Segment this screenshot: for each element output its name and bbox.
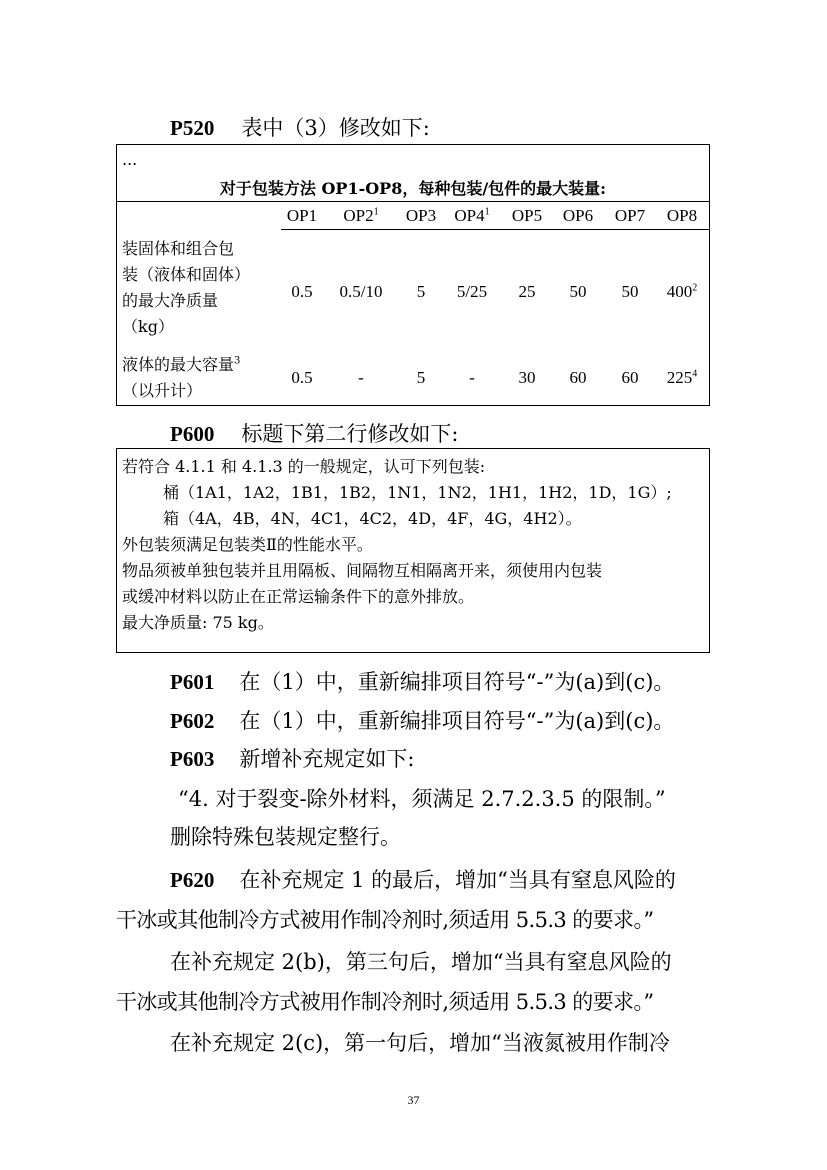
table-header-divider [281, 229, 710, 230]
row1-label-line: 装固体和组合包 [122, 239, 235, 258]
p601-code: P601 [170, 670, 215, 694]
p600-line: 或缓冲材料以防止在正常运输条件下的意外排放。 [122, 587, 475, 606]
column-header-sup: 1 [484, 206, 490, 218]
p602-text: 在（1）中，重新编排项目符号“-”为(a)到(c)。 [239, 709, 675, 733]
row2-label-line1: 液体的最大容量 [122, 355, 235, 374]
column-header-sup: 1 [373, 206, 379, 218]
p620-text5: 在补充规定 2(c)，第一句后，增加“当液氮被用作制冷 [170, 1031, 670, 1055]
row2-label [122, 352, 240, 404]
p601-text: 在（1）中，重新编排项目符号“-”为(a)到(c)。 [239, 670, 675, 694]
row1-label [122, 236, 250, 340]
column-header: OP8 [666, 206, 698, 225]
p520-text: 表中（3）修改如下: [241, 116, 430, 140]
p600-heading [170, 418, 459, 448]
p620-line1 [170, 864, 676, 894]
row1-label-line: 装（液体和固体） [122, 265, 251, 284]
p600-line: 物品须被单独包装并且用隔板、间隔物互相隔离开来，须使用内包装 [122, 561, 603, 580]
column-header: OP6 [562, 206, 594, 225]
p620-text3: 在补充规定 2(b)，第三句后，增加“当具有窒息风险的 [170, 950, 672, 974]
column-header: $OP2^1$ [343, 206, 379, 225]
p600-line: 箱（4A，4B，4N，4C1，4C2，4D，4F，4G，4H2）。 [163, 509, 582, 528]
p520-code: P520 [170, 116, 215, 140]
p600-line: 桶（1A1，1A2，1B1，1B2，1N1，1N2，1H1，1H2，1D，1G）; [163, 483, 672, 502]
column-header: OP5 [511, 206, 543, 225]
p603-delete: 删除特殊包装规定整行。 [170, 825, 401, 849]
p620-text1: 在补充规定 1 的最后，增加“当具有窒息风险的 [239, 868, 676, 892]
p602-line [170, 705, 674, 735]
column-header: OP7 [614, 206, 646, 225]
row2-label-sup: 3 [234, 355, 241, 367]
row2-cell: 60 [621, 368, 639, 387]
page-number: 37 [407, 1093, 420, 1107]
table-ellipsis: ... [122, 150, 138, 169]
p600-code: P600 [170, 422, 215, 446]
p600-line: 最大净质量: 75 kg。 [122, 613, 274, 632]
row1-label-line: 的最大净质量 [122, 291, 219, 310]
p620-text4: 干冰或其他制冷方式被用作制冷剂时,须适用 5.5.3 的要求。” [116, 990, 654, 1014]
row2-cell: 0.5 [291, 368, 313, 387]
table-divider [116, 201, 710, 202]
row2-cell: $225^4$ [666, 368, 698, 387]
p603-line [170, 743, 415, 773]
column-header: OP1 [286, 206, 318, 225]
row1-cell: 0.5/10 [339, 282, 383, 301]
row1-cell-sup: 2 [692, 282, 698, 294]
p620-code: P620 [170, 868, 215, 892]
p603-quote: “4. 对于裂变-除外材料，须满足 2.7.2.3.5 的限制。” [178, 787, 666, 811]
column-header: $OP4^1$ [454, 206, 490, 225]
row2-cell: 30 [518, 368, 536, 387]
row1-cell: 25 [518, 282, 536, 301]
row2-cell: 60 [569, 368, 587, 387]
row2-cell: 5 [416, 368, 426, 387]
p600-box-text [122, 454, 672, 636]
row1-cell: 0.5 [291, 282, 313, 301]
row2-cell: - [358, 368, 364, 387]
row1-cell: 5 [416, 282, 426, 301]
p602-code: P602 [170, 709, 215, 733]
table-heading: 对于包装方法 OP1-OP8，每种包装/包件的最大装量: [219, 179, 607, 198]
row1-cell: 50 [621, 282, 639, 301]
p600-text: 标题下第二行修改如下: [241, 422, 459, 446]
p620-text2: 干冰或其他制冷方式被用作制冷剂时,须适用 5.5.3 的要求。” [116, 908, 654, 932]
column-header: OP3 [405, 206, 437, 225]
p603-code: P603 [170, 747, 215, 771]
p600-line: 外包装须满足包装类Ⅱ的性能水平。 [122, 535, 373, 554]
p603-text: 新增补充规定如下: [239, 747, 415, 771]
p520-heading [170, 112, 430, 142]
row2-label-line2: （以升计） [122, 381, 203, 400]
row2-cell: - [469, 368, 475, 387]
row1-cell: $400^2$ [666, 282, 698, 301]
row1-cell: 50 [569, 282, 587, 301]
p601-line [170, 666, 674, 696]
p600-line: 若符合 4.1.1 和 4.1.3 的一般规定，认可下列包装: [122, 457, 486, 476]
row1-label-line: （kg） [122, 317, 174, 336]
row1-cell: 5/25 [456, 282, 488, 301]
row2-cell-sup: 4 [692, 368, 698, 380]
